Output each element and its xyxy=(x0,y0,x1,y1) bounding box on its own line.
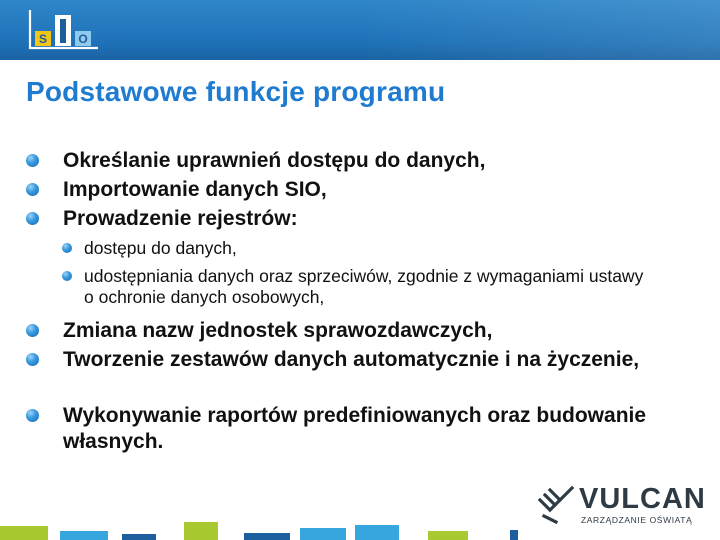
bullet-icon xyxy=(26,183,39,196)
strip-block-dark-blue xyxy=(244,533,290,540)
list-item-text: Importowanie danych SIO, xyxy=(63,178,327,201)
list-subitem xyxy=(84,266,644,308)
bullet-icon xyxy=(62,243,72,253)
sio-logo-letter-s: S xyxy=(38,32,48,46)
bullet-icon xyxy=(26,353,39,366)
vulcan-mark-icon xyxy=(536,484,576,524)
list-item-text: Tworzenie zestawów danych automatycznie i na życzenie, xyxy=(63,348,640,371)
strip-block-dark-blue xyxy=(122,534,156,540)
list-item-text: Prowadzenie rejestrów: xyxy=(63,207,298,230)
list-subitem-text: udostępniania danych oraz sprzeciwów, zgodnie z wymaganiami ustawy o ochronie danych osobowych, xyxy=(84,266,644,307)
bottom-color-strip xyxy=(0,522,720,540)
list-item xyxy=(63,177,683,203)
brand-name: VULCAN xyxy=(579,483,706,515)
bullet-icon xyxy=(26,212,39,225)
slide-title: Podstawowe funkcje programu xyxy=(26,76,446,107)
brand-tagline: ZARZĄDZANIE OŚWIATĄ xyxy=(581,515,693,525)
list-item xyxy=(63,318,683,344)
strip-block-light-blue xyxy=(355,525,399,540)
list-item xyxy=(63,206,683,232)
strip-block-green xyxy=(428,531,468,540)
bullet-icon xyxy=(26,154,39,167)
list-item-text: Określanie uprawnień dostępu do danych, xyxy=(63,149,486,172)
list-item xyxy=(63,347,673,373)
list-item xyxy=(63,148,683,174)
strip-block-green xyxy=(0,526,48,540)
list-item xyxy=(63,403,683,455)
strip-block-light-blue xyxy=(60,531,108,540)
list-item-text: Zmiana nazw jednostek sprawozdawczych, xyxy=(63,319,493,342)
strip-block-dark-blue xyxy=(510,530,518,540)
list-subitem-text: dostępu do danych, xyxy=(84,238,237,258)
strip-block-light-blue xyxy=(300,528,346,540)
bullet-icon xyxy=(26,409,39,422)
sio-logo-letter-o: O xyxy=(78,32,88,46)
bullet-icon xyxy=(26,324,39,337)
bullet-icon xyxy=(62,271,72,281)
list-subitem xyxy=(84,238,684,259)
strip-block-green xyxy=(184,522,218,540)
list-item-text: Wykonywanie raportów predefiniowanych oraz budowanie własnych. xyxy=(63,404,647,453)
